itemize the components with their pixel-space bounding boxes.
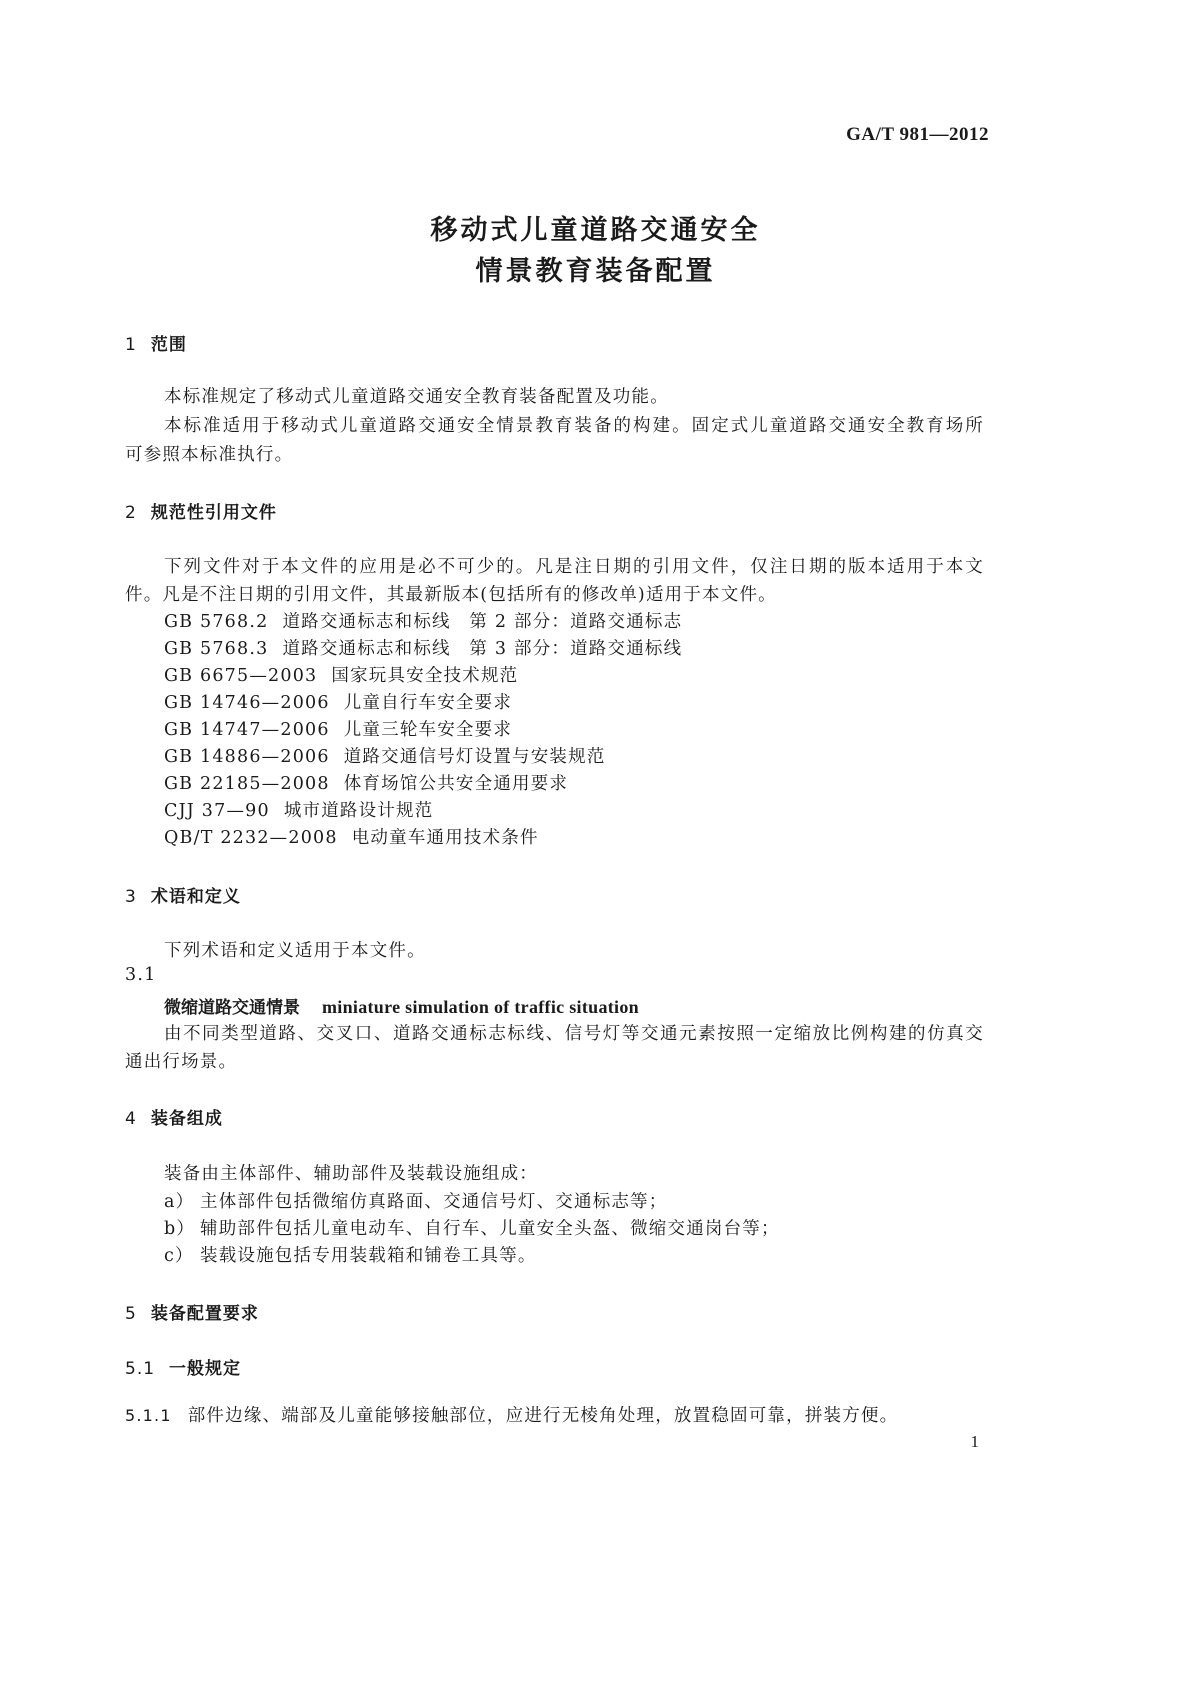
s1-paragraph-2-line-2: 可参照本标准执行。 xyxy=(125,445,294,465)
reference-code: GB 14746—2006 xyxy=(164,693,330,713)
reference-code: GB 5768.3 xyxy=(164,639,269,659)
reference-title: 儿童自行车安全要求 xyxy=(343,693,513,713)
s1-paragraph-2-line-1: 本标准适用于移动式儿童道路交通安全情景教育装备的构建。固定式儿童道路交通安全教育场所 xyxy=(164,416,984,436)
reference-code: GB 22185—2008 xyxy=(164,774,330,794)
s1-paragraph-1: 本标准规定了移动式儿童道路交通安全教育装备配置及功能。 xyxy=(164,387,669,407)
s3-paragraph: 下列术语和定义适用于本文件。 xyxy=(164,941,426,961)
section-5-heading xyxy=(125,1299,259,1324)
list-label: c） xyxy=(164,1246,194,1266)
reference-title: 道路交通标志和标线 第 2 部分：道路交通标志 xyxy=(282,612,683,632)
term-english: miniature simulation of traffic situation xyxy=(322,997,639,1017)
subsection-number: 5.1 xyxy=(125,1359,156,1379)
standard-code: GA/T 981—2012 xyxy=(846,124,989,145)
page-number: 1 xyxy=(970,1432,979,1451)
reference-title: 道路交通标志和标线 第 3 部分：道路交通标线 xyxy=(282,639,683,659)
document-title-line-2: 情景教育装备配置 xyxy=(475,256,716,287)
reference-title: 儿童三轮车安全要求 xyxy=(343,720,513,740)
reference-code: CJJ 37—90 xyxy=(164,801,270,821)
reference-code: GB 6675—2003 xyxy=(164,666,318,686)
reference-item xyxy=(164,635,682,660)
term-number: 3.1 xyxy=(125,965,157,985)
reference-item xyxy=(164,797,433,822)
reference-item xyxy=(164,770,568,795)
subsection-5-1-heading xyxy=(125,1354,241,1379)
reference-item xyxy=(164,716,512,741)
s2-paragraph-line-1: 下列文件对于本文件的应用是必不可少的。凡是注日期的引用文件，仅注日期的版本适用于本文 xyxy=(164,557,984,577)
reference-item xyxy=(164,608,682,633)
reference-title: 电动童车通用技术条件 xyxy=(351,828,539,848)
reference-title: 城市道路设计规范 xyxy=(283,801,434,821)
term-entry xyxy=(164,993,639,1018)
term-definition-line-2: 通出行场景。 xyxy=(125,1052,238,1072)
reference-title: 体育场馆公共安全通用要求 xyxy=(343,774,569,794)
reference-code: QB/T 2232—2008 xyxy=(164,828,338,848)
section-title: 装备组成 xyxy=(150,1109,223,1129)
reference-item xyxy=(164,824,539,849)
reference-item xyxy=(164,743,606,768)
section-1-heading xyxy=(125,330,187,355)
subsection-title: 一般规定 xyxy=(169,1359,242,1379)
section-number: 1 xyxy=(125,335,137,355)
clause-5-1-1 xyxy=(125,1402,898,1427)
list-text: 主体部件包括微缩仿真路面、交通信号灯、交通标志等； xyxy=(200,1192,668,1212)
section-2-heading xyxy=(125,498,277,523)
reference-item xyxy=(164,662,518,687)
list-text: 辅助部件包括儿童电动车、自行车、儿童安全头盔、微缩交通岗台等； xyxy=(200,1219,780,1239)
section-title: 范围 xyxy=(150,335,187,355)
reference-title: 道路交通信号灯设置与安装规范 xyxy=(343,747,606,767)
s4-paragraph: 装备由主体部件、辅助部件及装载设施组成： xyxy=(164,1164,538,1184)
term-chinese: 微缩道路交通情景 xyxy=(164,998,300,1018)
reference-item xyxy=(164,689,512,714)
reference-title: 国家玩具安全技术规范 xyxy=(331,666,519,686)
reference-code: GB 14747—2006 xyxy=(164,720,330,740)
section-number: 3 xyxy=(125,887,137,907)
section-title: 装备配置要求 xyxy=(150,1304,259,1324)
section-number: 2 xyxy=(125,503,137,523)
document-title-line-1: 移动式儿童道路交通安全 xyxy=(430,215,761,246)
clause-number: 5.1.1 xyxy=(125,1406,172,1425)
reference-code: GB 14886—2006 xyxy=(164,747,330,767)
clause-text: 部件边缘、端部及儿童能够接触部位，应进行无棱角处理，放置稳固可靠，拼装方便。 xyxy=(187,1406,899,1426)
section-number: 4 xyxy=(125,1109,137,1129)
section-4-heading xyxy=(125,1104,223,1129)
s2-paragraph-line-2: 件。凡是不注日期的引用文件，其最新版本(包括所有的修改单)适用于本文件。 xyxy=(125,585,777,605)
section-number: 5 xyxy=(125,1304,137,1324)
list-item xyxy=(164,1215,780,1240)
term-definition-line-1: 由不同类型道路、交叉口、道路交通标志标线、信号灯等交通元素按照一定缩放比例构建的仿真交 xyxy=(164,1024,984,1044)
list-label: b） xyxy=(164,1219,196,1239)
section-title: 术语和定义 xyxy=(150,887,241,907)
list-item xyxy=(164,1242,537,1267)
section-3-heading xyxy=(125,882,241,907)
section-title: 规范性引用文件 xyxy=(150,503,277,523)
list-label: a） xyxy=(164,1192,195,1212)
list-item xyxy=(164,1188,668,1213)
list-text: 装载设施包括专用装载箱和铺卷工具等。 xyxy=(200,1246,537,1266)
reference-code: GB 5768.2 xyxy=(164,612,269,632)
